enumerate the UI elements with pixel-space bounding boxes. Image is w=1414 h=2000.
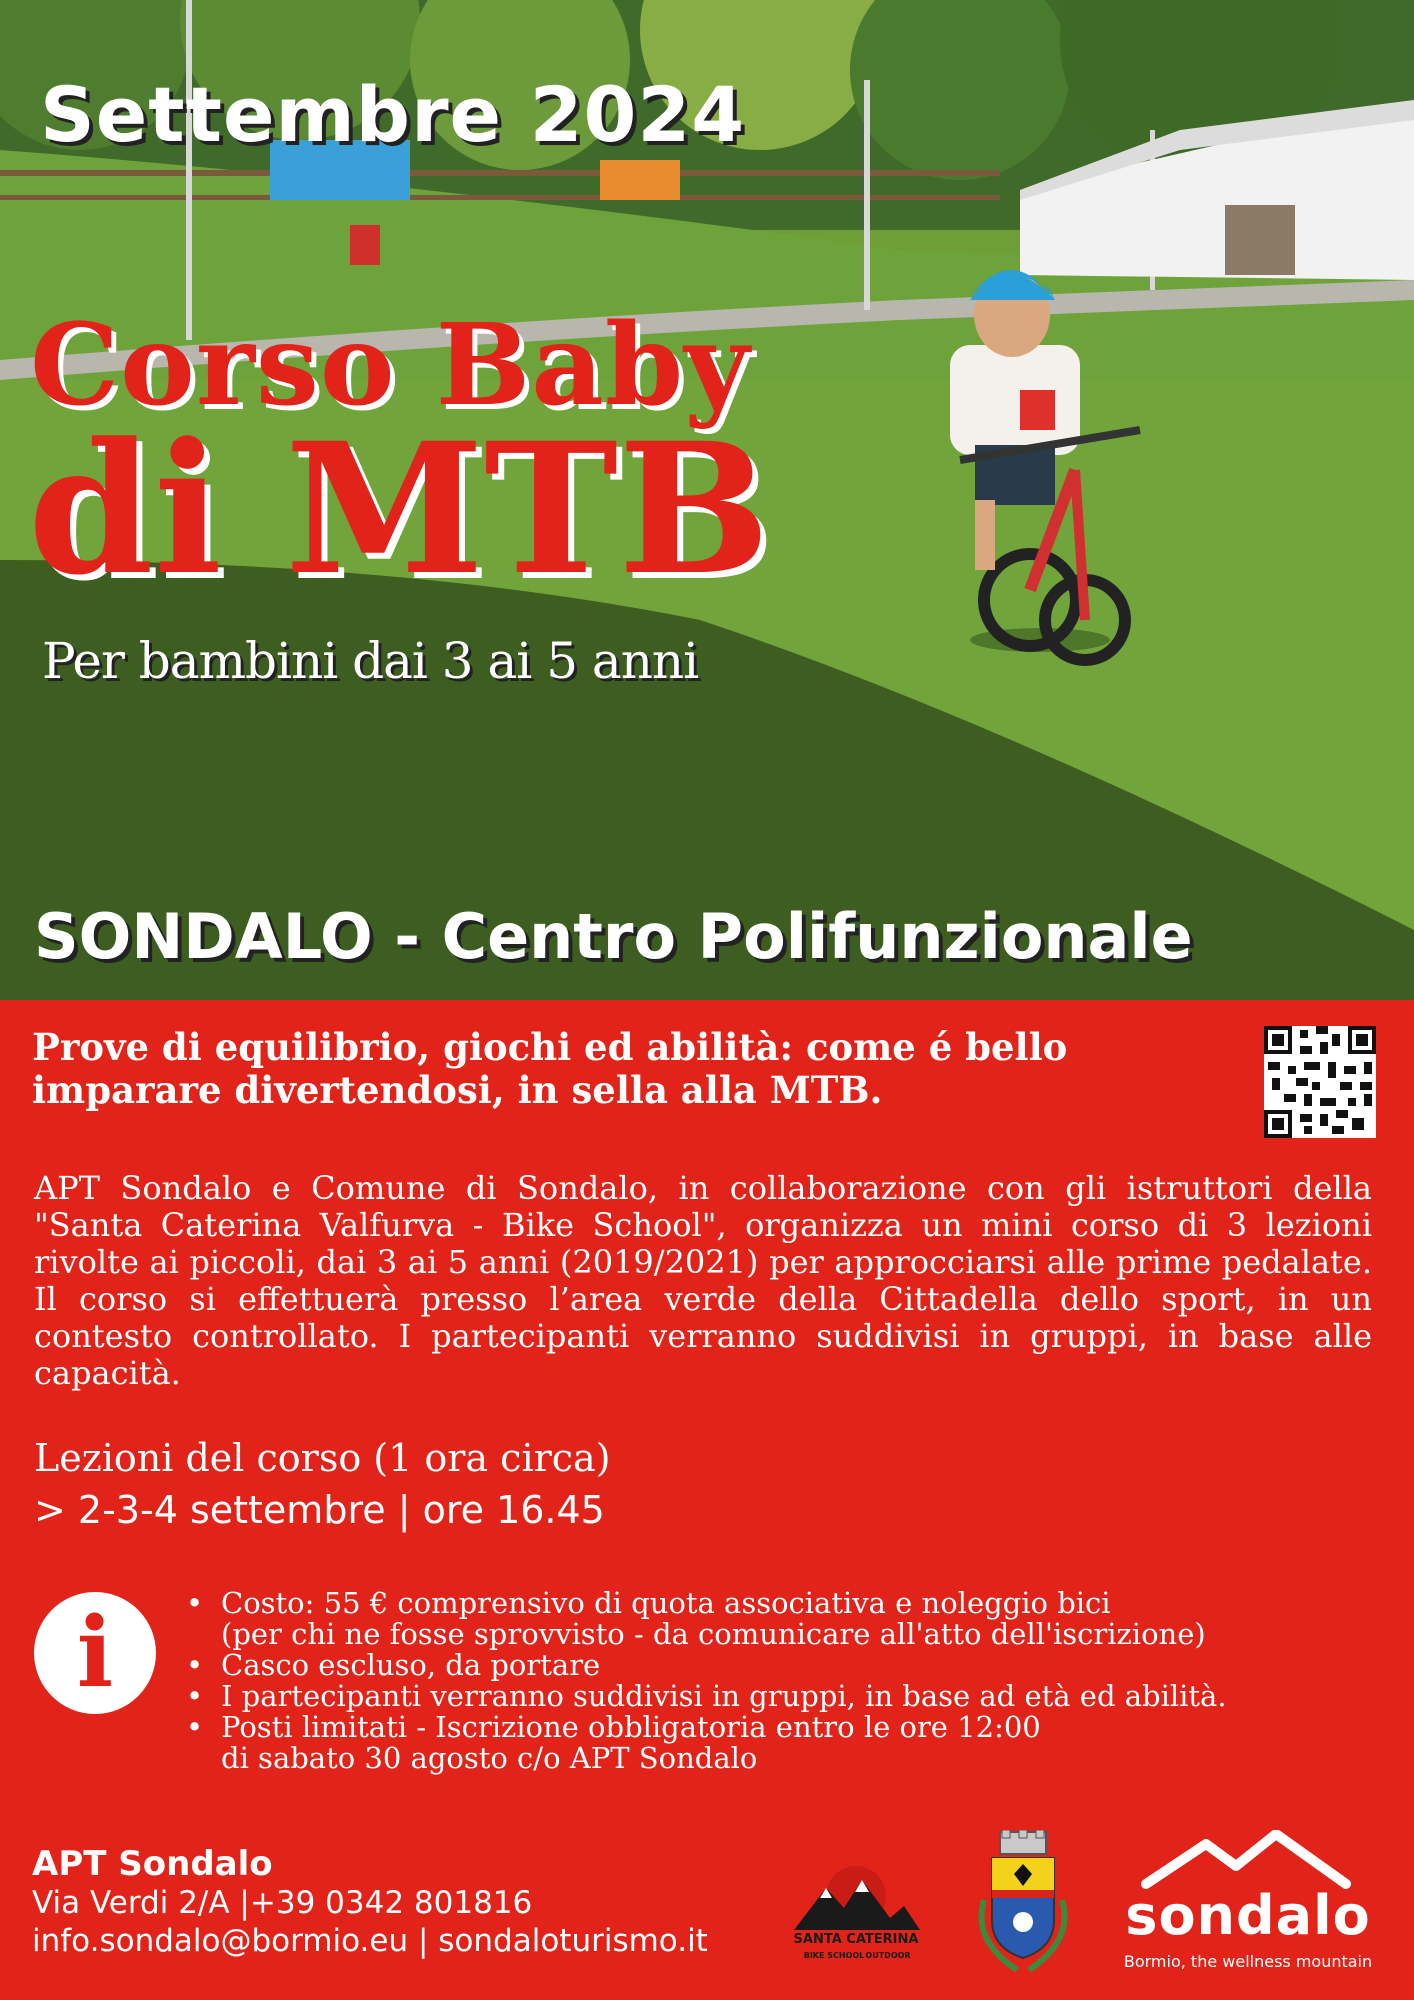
santa-caterina-logo xyxy=(786,1858,926,1968)
info-icon: i xyxy=(34,1592,156,1714)
crest-icon xyxy=(962,1830,1084,1976)
municipal-crest xyxy=(962,1830,1084,1976)
santa-caterina-text: SANTA CATERINA xyxy=(793,1932,919,1947)
event-title-line1: Corso Baby xyxy=(30,300,751,431)
list-item xyxy=(186,1588,1386,1650)
info-section xyxy=(0,1000,1414,2000)
sondalo-mountain-icon xyxy=(1116,1830,1380,1890)
email-website[interactable]: info.sondalo@bormio.eu | sondaloturismo.it xyxy=(32,1923,708,1959)
cost-text: Costo: 55 € comprensivo di quota associativa e noleggio bici xyxy=(221,1586,1111,1620)
bike-school-text: BIKE SCHOOL xyxy=(803,1951,865,1960)
course-description: APT Sondalo e Comune di Sondalo, in collaborazione con gli istruttori della "Santa Caterina Valfurva - Bike School", organizza un mini corso di 3 lezioni rivolte ai piccoli, dai 3 ai 5 anni (2019/2021) per approcciarsi alle prime pedalate. Il corso si effettuerà presso l’area verde della Cittadella dello sport, in un contesto controllato. I partecipanti verranno suddivisi in gruppi, in base alle capacità. xyxy=(34,1169,1372,1392)
cost-note: (per chi ne fosse sprovvisto - da comunicare all'atto dell'iscrizione) xyxy=(221,1617,1206,1651)
list-item xyxy=(186,1650,1386,1681)
mountain-icon xyxy=(786,1858,926,1968)
sondalo-wordmark: sondalo xyxy=(1125,1884,1371,1947)
event-month: Settembre 2024 xyxy=(40,70,746,159)
info-list xyxy=(186,1588,1386,1774)
helmet-text: Casco escluso, da portare xyxy=(221,1648,601,1682)
registration-text: Posti limitati - Iscrizione obbligatoria entro le ore 12:00 xyxy=(221,1710,1041,1744)
contact-block xyxy=(32,1844,708,1960)
qr-code-graphic xyxy=(1264,1026,1376,1138)
event-subtitle: Per bambini dai 3 ai 5 anni xyxy=(42,632,699,690)
outdoor-text: OUTDOOR xyxy=(865,1951,911,1960)
list-item xyxy=(186,1712,1386,1774)
qr-code[interactable] xyxy=(1264,1026,1376,1138)
sondalo-logo xyxy=(1116,1830,1380,1980)
event-location: SONDALO - Centro Polifunzionale xyxy=(34,900,1193,973)
groups-text: I partecipanti verranno suddivisi in gruppi, in base ad età ed abilità. xyxy=(221,1679,1227,1713)
org-name: APT Sondalo xyxy=(32,1844,273,1884)
registration-deadline: di sabato 30 agosto c/o APT Sondalo xyxy=(221,1741,758,1775)
sondalo-tagline: Bormio, the wellness mountain xyxy=(1123,1952,1373,1971)
address-phone: Via Verdi 2/A |+39 0342 801816 xyxy=(32,1885,533,1921)
lead-text: Prove di equilibrio, giochi ed abilità: come é bello imparare divertendosi, in sella alla MTB. xyxy=(32,1025,1068,1112)
lessons-dates: > 2-3-4 settembre | ore 16.45 xyxy=(34,1488,605,1532)
list-item xyxy=(186,1681,1386,1712)
event-title-line2: di MTB xyxy=(28,404,771,615)
lessons-title: Lezioni del corso (1 ora circa) xyxy=(34,1436,611,1480)
